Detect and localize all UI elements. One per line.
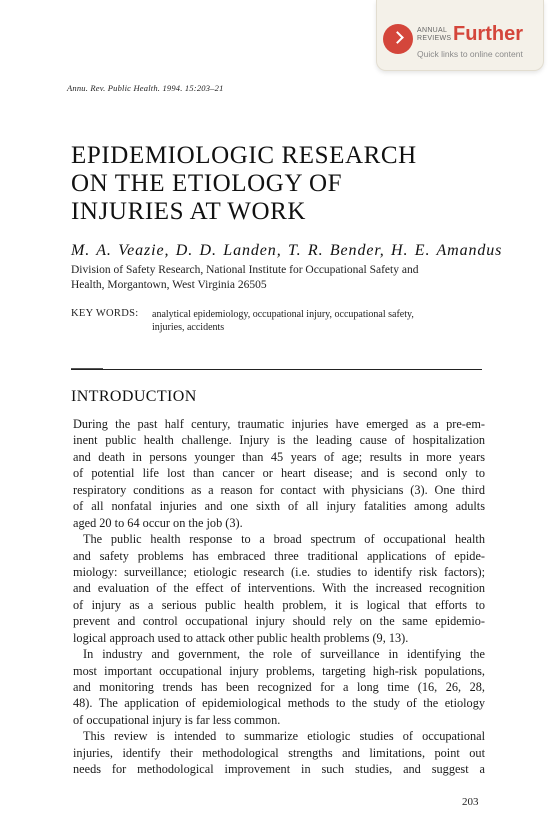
body-line: of injury as a serious public health problem, it is logical that efforts to (73, 597, 485, 612)
author-list: M. A. Veazie, D. D. Landen, T. R. Bender, H. E. Amandus (71, 242, 503, 259)
keywords-line: injuries, accidents (152, 322, 225, 333)
section-divider (71, 369, 482, 370)
body-line: of all nonfatal injuries and one sixth of all injury fatalities among adults (73, 499, 485, 514)
body-line: and monitoring trends has been recognized for a long time (16, 26, 28, (73, 680, 485, 694)
affiliation-line: Division of Safety Research, National Institute for Occupational Safety and (71, 264, 419, 276)
body-line: During the past half century, traumatic injuries have emerged as a pre-em- (73, 417, 485, 431)
reviews-label: REVIEWS (417, 35, 452, 42)
body-line: The public health response to a broad spectrum of occupational health (83, 532, 485, 547)
body-line: and evaluation of the effect of interventions. With the increased recognition (73, 581, 485, 596)
further-badge[interactable] (376, 0, 544, 71)
title-line: INJURIES AT WORK (71, 198, 307, 225)
quick-links-label: Quick links to online content (417, 49, 523, 59)
annual-reviews-logo-icon (383, 24, 413, 54)
body-line: injuries, identify their methodological strengths and limitations, point out (73, 745, 485, 760)
body-line: of occupational injury is far less common. (73, 712, 281, 727)
further-label: Further (453, 23, 523, 45)
body-line: 48). The application of epidemiological methods to the study of the etiology (73, 696, 485, 711)
author-affiliation (71, 263, 418, 293)
body-line: inent public health challenge. Injury is the leading cause of hospitalization (73, 433, 485, 448)
annual-label: ANNUAL (417, 27, 448, 34)
body-line: of potential life lost than cancer or heart disease; and is second only to (73, 466, 485, 481)
body-line: This review is intended to summarize etiologic studies of occupational (83, 729, 485, 744)
page-number: 203 (462, 796, 479, 808)
body-line: and safety problems has embraced three traditional applications of epide- (73, 548, 485, 563)
section-heading-introduction: INTRODUCTION (71, 388, 197, 405)
journal-citation: Annu. Rev. Public Health. 1994. 15:203–21 (67, 83, 224, 93)
keywords-line: analytical epidemiology, occupational injury, occupational safety, (152, 309, 414, 320)
body-line: logical approach used to attack other public health problems (9, 13). (73, 630, 409, 645)
body-line: and death in persons younger than 45 years of age; results in more years (73, 449, 485, 464)
introduction-body (73, 416, 485, 778)
keywords-list (152, 308, 414, 334)
title-line: ON THE ETIOLOGY OF (71, 170, 343, 197)
body-line: aged 20 to 64 occur on the job (3). (73, 515, 243, 530)
body-line: In industry and government, the role of surveillance in identifying the (83, 647, 485, 662)
body-line: most important occupational injury problems, targeting high-risk populations, (73, 663, 485, 678)
body-line: needs for methodological improvement in such studies, and suggest a (73, 762, 485, 777)
body-line: miology: surveillance; etiologic research (i.e. studies to identify risk factors); (73, 564, 485, 579)
keywords-label: KEY WORDS: (71, 308, 139, 319)
article-title (71, 142, 417, 226)
body-line: prevent and control occupational injury should rely on the same epidemio- (73, 614, 485, 629)
title-line: EPIDEMIOLOGIC RESEARCH (71, 142, 417, 169)
annual-reviews-wordmark (417, 27, 451, 43)
body-line: respiratory conditions as a reason for contact with physicians (3). One third (73, 482, 485, 497)
affiliation-line: Health, Morgantown, West Virginia 26505 (71, 279, 267, 291)
